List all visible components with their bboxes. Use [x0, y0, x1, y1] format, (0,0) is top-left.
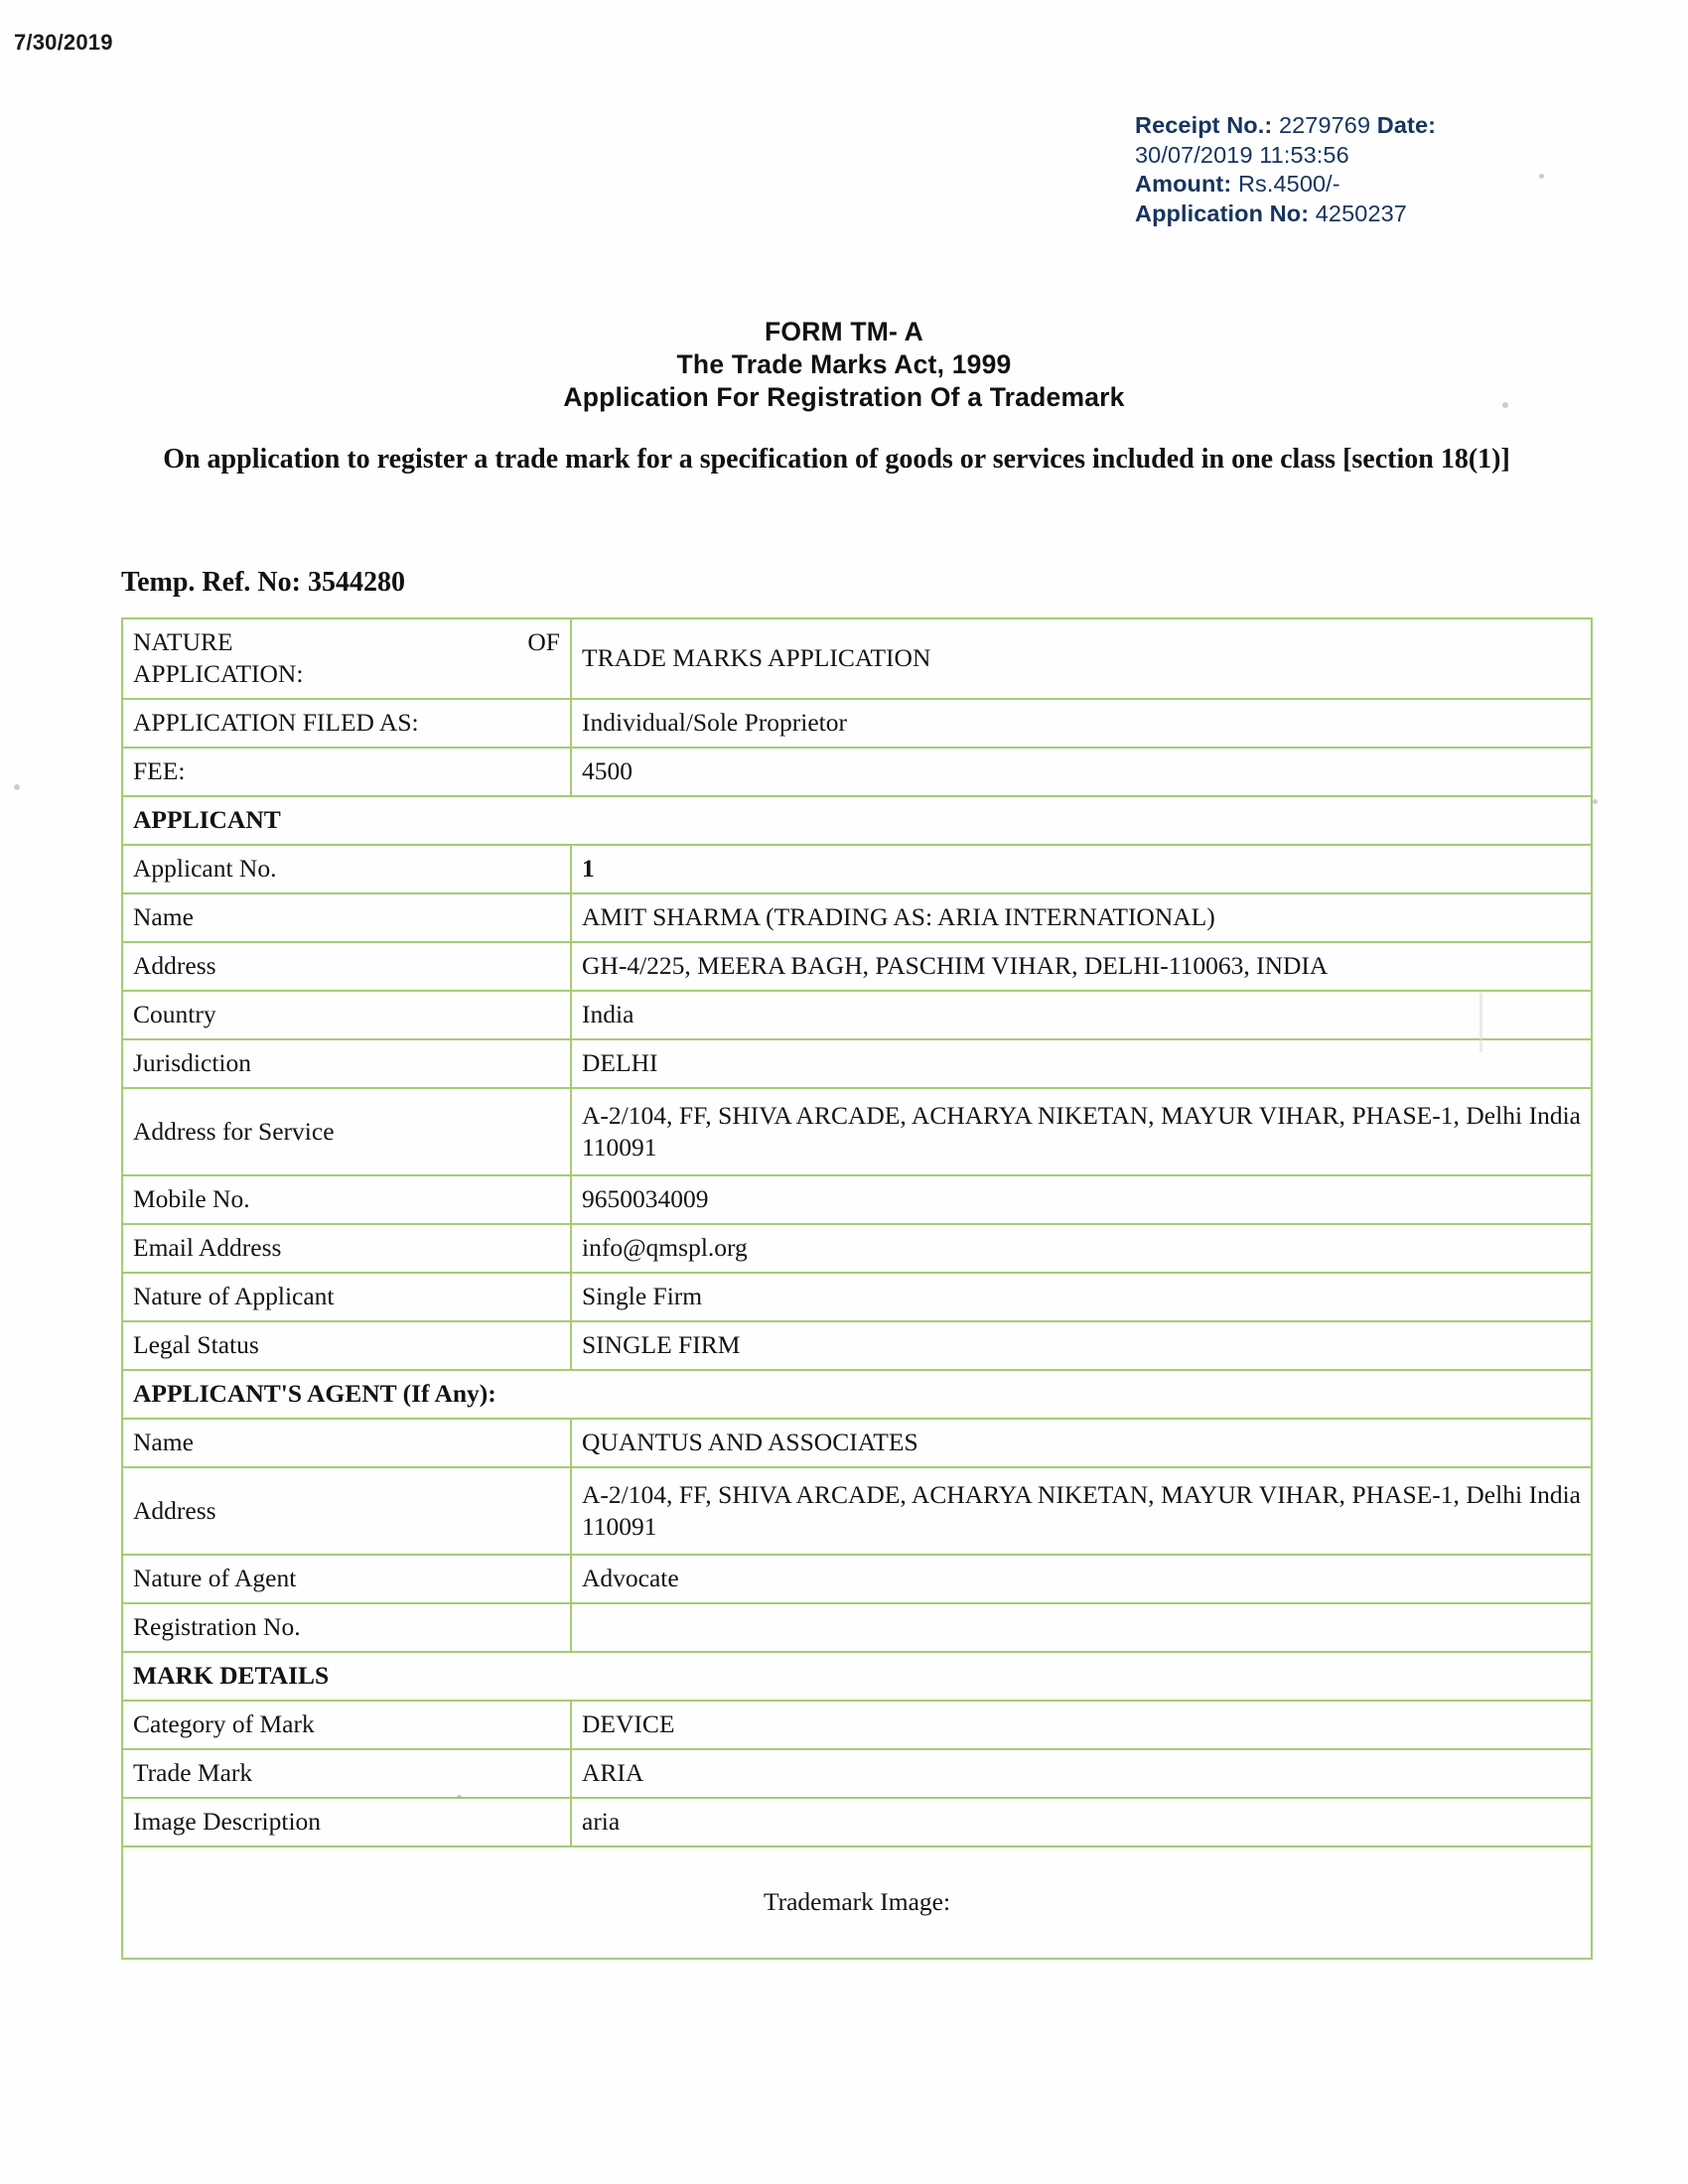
- table-row: [122, 1749, 1592, 1798]
- receipt-date-value: 30/07/2019 11:53:56: [1135, 141, 1349, 168]
- form-title-line2: The Trade Marks Act, 1999: [676, 349, 1012, 379]
- table-row: [122, 1603, 1592, 1652]
- table-row: [122, 1467, 1592, 1555]
- field-label-cell: Image Description: [122, 1798, 571, 1846]
- scan-speck: [1502, 402, 1508, 408]
- receipt-no-value: 2279769: [1278, 112, 1371, 138]
- table-row: [122, 991, 1592, 1039]
- field-value-cell: aria: [571, 1798, 1592, 1846]
- application-details-table: [121, 617, 1593, 1960]
- field-label-cell: Address: [122, 1467, 571, 1555]
- section-header-cell: APPLICANT'S AGENT (If Any):: [122, 1370, 1592, 1419]
- scan-speck: [457, 1795, 462, 1799]
- table-row: [122, 942, 1592, 991]
- field-label-cell: Country: [122, 991, 571, 1039]
- receipt-application-no-value: 4250237: [1315, 200, 1407, 226]
- table-row: [122, 699, 1592, 748]
- form-title-block: [0, 316, 1688, 414]
- field-label-cell: Mobile No.: [122, 1175, 571, 1224]
- receipt-no-label: Receipt No.:: [1135, 112, 1273, 138]
- table-row: [122, 1273, 1592, 1321]
- field-value-cell: Individual/Sole Proprietor: [571, 699, 1592, 748]
- field-value-cell: 1: [571, 845, 1592, 893]
- field-label-cell: Name: [122, 1419, 571, 1467]
- field-value-cell: AMIT SHARMA (TRADING AS: ARIA INTERNATIONAL): [571, 893, 1592, 942]
- trademark-image-label-cell: Trademark Image:: [122, 1846, 1592, 1959]
- field-value-cell: ARIA: [571, 1749, 1592, 1798]
- field-label-part: APPLICATION:: [133, 659, 304, 688]
- scan-speck: [14, 784, 20, 790]
- field-value-cell: info@qmspl.org: [571, 1224, 1592, 1273]
- field-value-cell: QUANTUS AND ASSOCIATES: [571, 1419, 1592, 1467]
- field-label-cell: Applicant No.: [122, 845, 571, 893]
- scan-streak: [1479, 993, 1482, 1052]
- field-label-cell: Category of Mark: [122, 1701, 571, 1749]
- field-value-cell: [571, 1603, 1592, 1652]
- table-row: [122, 1419, 1592, 1467]
- field-value-cell: DELHI: [571, 1039, 1592, 1088]
- receipt-amount-label: Amount:: [1135, 171, 1232, 197]
- field-value-cell: India: [571, 991, 1592, 1039]
- table-row: [122, 1701, 1592, 1749]
- table-row: [122, 1555, 1592, 1603]
- form-subtitle: On application to register a trade mark for a specification of goods or services included in one class [section 18(1)]: [163, 444, 1510, 475]
- field-label-part: OF: [527, 627, 560, 656]
- field-label-cell: Legal Status: [122, 1321, 571, 1370]
- field-label-cell: APPLICATION FILED AS:: [122, 699, 571, 748]
- field-label-cell: Trade Mark: [122, 1749, 571, 1798]
- field-value-cell: DEVICE: [571, 1701, 1592, 1749]
- form-title-line3: Application For Registration Of a Trademark: [563, 382, 1125, 412]
- receipt-date-label: Date:: [1376, 112, 1437, 138]
- field-value-cell: Single Firm: [571, 1273, 1592, 1321]
- print-header-date: 7/30/2019: [14, 30, 113, 55]
- field-label-cell: [122, 618, 571, 699]
- table-row: [122, 1370, 1592, 1419]
- temp-ref-no: Temp. Ref. No: 3544280: [121, 567, 405, 598]
- table-row: [122, 1321, 1592, 1370]
- field-value-cell: 4500: [571, 748, 1592, 796]
- field-label-cell: FEE:: [122, 748, 571, 796]
- scan-speck: [1539, 174, 1544, 179]
- receipt-info-block: [1135, 111, 1552, 228]
- table-row: [122, 1175, 1592, 1224]
- field-value-cell: A-2/104, FF, SHIVA ARCADE, ACHARYA NIKETAN, MAYUR VIHAR, PHASE-1, Delhi India 110091: [571, 1467, 1592, 1555]
- field-label-part: NATURE: [133, 627, 233, 656]
- field-label-cell: Address: [122, 942, 571, 991]
- field-value-cell: TRADE MARKS APPLICATION: [571, 618, 1592, 699]
- field-value-cell: SINGLE FIRM: [571, 1321, 1592, 1370]
- field-value-cell: A-2/104, FF, SHIVA ARCADE, ACHARYA NIKETAN, MAYUR VIHAR, PHASE-1, Delhi India 110091: [571, 1088, 1592, 1175]
- form-title-line1: FORM TM- A: [765, 317, 923, 346]
- field-value-cell: GH-4/225, MEERA BAGH, PASCHIM VIHAR, DELHI-110063, INDIA: [571, 942, 1592, 991]
- table-row: [122, 845, 1592, 893]
- field-label-cell: Registration No.: [122, 1603, 571, 1652]
- table-row: [122, 1652, 1592, 1701]
- table-row: [122, 1846, 1592, 1959]
- field-value-cell: Advocate: [571, 1555, 1592, 1603]
- field-label-cell: Email Address: [122, 1224, 571, 1273]
- application-details-body: [122, 618, 1592, 1959]
- receipt-amount-value: Rs.4500/-: [1237, 171, 1340, 197]
- scan-speck: [1593, 799, 1598, 804]
- table-row: [122, 1088, 1592, 1175]
- field-label-cell: Address for Service: [122, 1088, 571, 1175]
- receipt-application-no-label: Application No:: [1135, 200, 1310, 226]
- table-row: [122, 1798, 1592, 1846]
- table-row: [122, 893, 1592, 942]
- field-label-cell: Jurisdiction: [122, 1039, 571, 1088]
- field-value-cell: 9650034009: [571, 1175, 1592, 1224]
- table-row: [122, 748, 1592, 796]
- section-header-cell: MARK DETAILS: [122, 1652, 1592, 1701]
- field-label-cell: Name: [122, 893, 571, 942]
- field-label-cell: Nature of Agent: [122, 1555, 571, 1603]
- field-label-cell: Nature of Applicant: [122, 1273, 571, 1321]
- table-row: [122, 1224, 1592, 1273]
- table-row: [122, 618, 1592, 699]
- table-row: [122, 1039, 1592, 1088]
- table-row: [122, 796, 1592, 845]
- section-header-cell: APPLICANT: [122, 796, 1592, 845]
